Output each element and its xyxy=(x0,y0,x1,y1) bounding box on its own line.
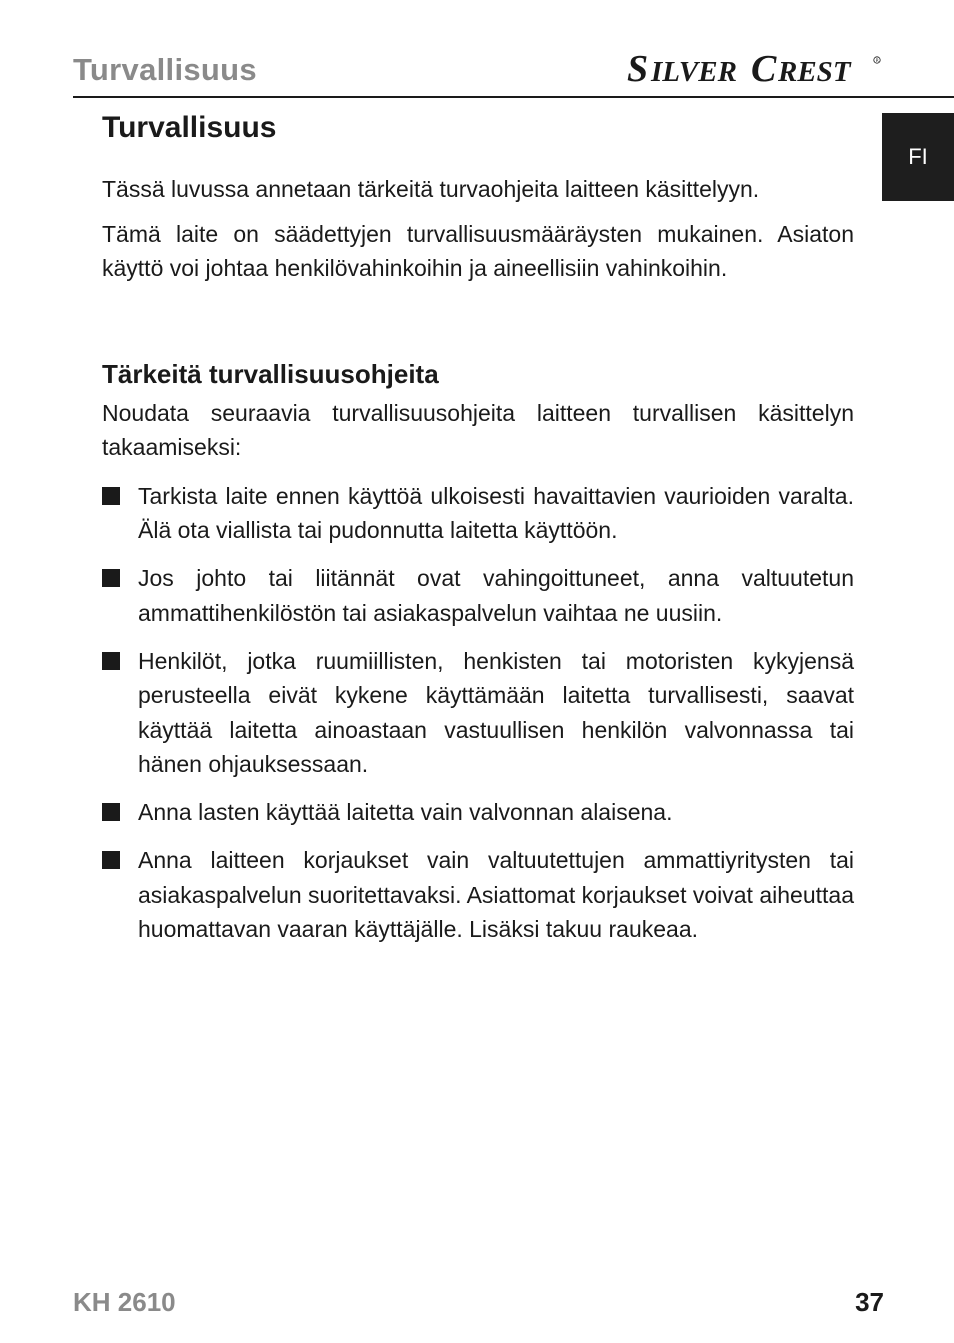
list-item-text: Henkilöt, jotka ruumiillisten, henkisten tai motoristen kykyjensä perusteella eivät kykene käyttämään laitetta turvallisesti, saavat käyttää laitetta ainoastaan vastuullisen henkilön valvonnassa tai hänen ohjauksessaan. xyxy=(138,647,854,777)
silvercrest-logo xyxy=(627,48,885,88)
subsection-title: Tärkeitä turvallisuusohjeita xyxy=(102,358,439,389)
list-item xyxy=(102,561,854,630)
list-item-text: Anna laitteen korjaukset vain valtuutettujen ammattiyritysten tai asiakaspalvelun suoritettavaksi. Asiattomat korjaukset voivat aiheuttaa huomattavan vaaran käyttäjälle. Lisäksi takuu raukeaa. xyxy=(138,847,854,942)
intro-paragraph-2: Tämä laite on säädettyjen turvallisuusmääräysten mukainen. Asiaton käyttö voi johtaa henkilövahinkoihin ja aineellisiin vahinkoihin. xyxy=(102,220,854,281)
square-bullet-icon xyxy=(102,569,120,587)
footer-model-number: KH 2610 xyxy=(73,1287,176,1317)
list-item xyxy=(102,644,854,782)
intro-paragraph-1: Tässä luvussa annetaan tärkeitä turvaohjeita laitteen käsittelyyn. xyxy=(102,176,760,202)
square-bullet-icon xyxy=(102,487,120,505)
square-bullet-icon xyxy=(102,851,120,869)
list-item xyxy=(102,843,854,947)
list-item-text: Tarkista laite ennen käyttöä ulkoisesti havaittavien vaurioiden varalta. Älä ota viallista tai pudonnutta laitetta käyttöön. xyxy=(138,482,854,543)
page-number: 37 xyxy=(855,1287,884,1317)
svg-text:ILVER: ILVER xyxy=(651,56,737,88)
subsection-lead: Noudata seuraavia turvallisuusohjeita laitteen turvallisen käsittelyn takaamiseksi: xyxy=(102,399,854,460)
svg-text:R: R xyxy=(875,58,879,64)
safety-instructions-list xyxy=(102,479,854,947)
list-item xyxy=(102,795,854,830)
svg-text:REST: REST xyxy=(778,56,851,88)
square-bullet-icon xyxy=(102,652,120,670)
section-title: Turvallisuus xyxy=(102,111,277,144)
running-header-title: Turvallisuus xyxy=(73,52,257,87)
square-bullet-icon xyxy=(102,803,120,821)
svg-text:C: C xyxy=(751,48,777,88)
header-divider xyxy=(73,96,954,98)
language-tab: FI xyxy=(882,113,954,201)
svg-text:S: S xyxy=(627,48,649,88)
main-content xyxy=(102,108,854,960)
list-item xyxy=(102,479,854,548)
list-item-text: Anna lasten käyttää laitetta vain valvonnan alaisena. xyxy=(138,799,673,825)
list-item-text: Jos johto tai liitännät ovat vahingoittuneet, anna valtuutetun ammattihenkilöstön tai asiakaspalvelun vaihtaa ne uusiin. xyxy=(138,565,854,626)
